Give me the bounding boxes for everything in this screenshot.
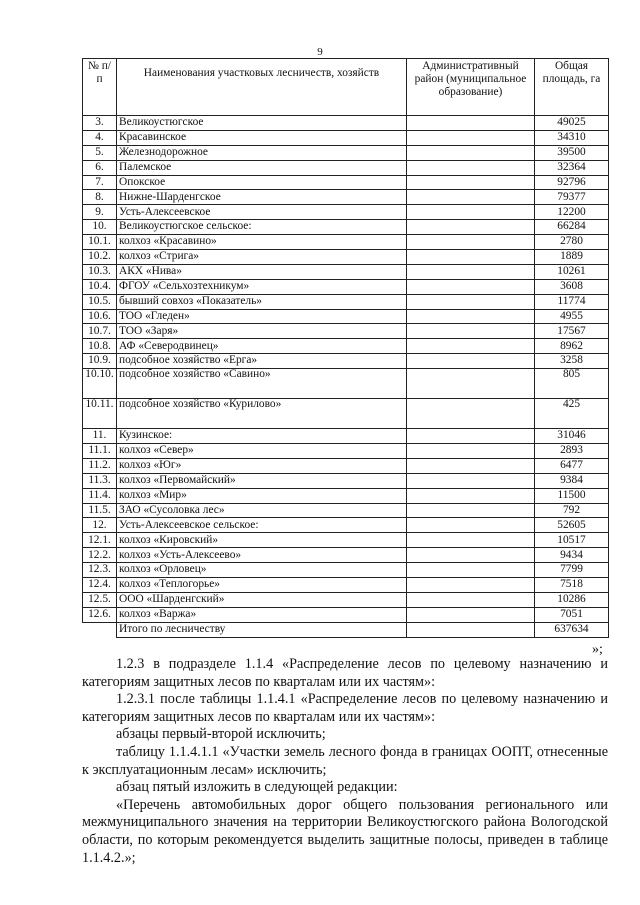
table-body <box>83 116 609 638</box>
table-row <box>83 548 609 563</box>
forest-districts-table <box>82 58 609 638</box>
table-row <box>83 563 609 578</box>
row-number: 12.2. <box>83 548 117 563</box>
row-name: Железнодорожное <box>117 145 407 160</box>
row-name: Нижне-Шарденгское <box>117 190 407 205</box>
row-number: 10.4. <box>83 279 117 294</box>
row-area: 425 <box>535 399 609 429</box>
row-name: колхоз «Юг» <box>117 458 407 473</box>
table-row <box>83 264 609 279</box>
row-district <box>407 592 535 607</box>
table-row <box>83 518 609 533</box>
table-row <box>83 279 609 294</box>
paragraph: «Перечень автомобильных дорог общего пользования регионального или межмуниципального значения на территории Великоустюгского района Вологодской области, по которым рекомендуется выделить защитные полосы, приведен в таблице 1.1.4.2.»; <box>82 796 608 866</box>
row-number: 4. <box>83 130 117 145</box>
row-name: колхоз «Варжа» <box>117 607 407 622</box>
row-name: Усть-Алексеевское <box>117 205 407 220</box>
table-row <box>83 503 609 518</box>
row-area: 10517 <box>535 533 609 548</box>
row-name: Красавинское <box>117 130 407 145</box>
row-district <box>407 175 535 190</box>
row-area: 39500 <box>535 145 609 160</box>
row-district <box>407 220 535 235</box>
row-district <box>407 488 535 503</box>
row-name: колхоз «Орловец» <box>117 563 407 578</box>
row-area: 34310 <box>535 130 609 145</box>
table-row <box>83 399 609 429</box>
table-row <box>83 339 609 354</box>
row-number: 11. <box>83 429 117 444</box>
row-area: 11774 <box>535 294 609 309</box>
row-district <box>407 473 535 488</box>
row-number: 10.7. <box>83 324 117 339</box>
paragraph: абзацы первый-второй исключить; <box>116 726 326 743</box>
table-row <box>83 578 609 593</box>
row-district <box>407 160 535 175</box>
row-district <box>407 533 535 548</box>
row-district <box>407 429 535 444</box>
row-number: 10.11. <box>83 399 117 429</box>
row-number: 10. <box>83 220 117 235</box>
paragraph: таблицу 1.1.4.1.1 «Участки земель лесного фонда в границах ООПТ, отнесенные к эксплуатационным лесам» исключить; <box>82 743 608 778</box>
row-area: 2893 <box>535 444 609 459</box>
row-district <box>407 458 535 473</box>
row-district <box>407 130 535 145</box>
row-area: 792 <box>535 503 609 518</box>
row-name: ТОО «Гледен» <box>117 309 407 324</box>
row-name: колхоз «Мир» <box>117 488 407 503</box>
row-name: колхоз «Первомайский» <box>117 473 407 488</box>
row-name: колхоз «Стрига» <box>117 250 407 265</box>
row-district <box>407 205 535 220</box>
row-district <box>407 518 535 533</box>
total-area: 637634 <box>535 622 609 637</box>
row-area: 7051 <box>535 607 609 622</box>
row-district <box>407 578 535 593</box>
row-district <box>407 116 535 131</box>
row-number: 11.1. <box>83 444 117 459</box>
table-row <box>83 220 609 235</box>
table-total-row <box>83 622 609 637</box>
table-row <box>83 444 609 459</box>
table-row <box>83 533 609 548</box>
table-row <box>83 294 609 309</box>
row-name: ЗАО «Сусоловка лес» <box>117 503 407 518</box>
row-area: 3258 <box>535 354 609 369</box>
row-number: 12.1. <box>83 533 117 548</box>
row-name: колхоз «Красавино» <box>117 235 407 250</box>
header-district: Административный район (муниципальное образование) <box>407 59 535 116</box>
row-name: колхоз «Кировский» <box>117 533 407 548</box>
row-area: 32364 <box>535 160 609 175</box>
row-district <box>407 324 535 339</box>
closing-quote-mark: »; <box>592 642 603 657</box>
row-area: 10286 <box>535 592 609 607</box>
row-district <box>407 563 535 578</box>
row-number: 5. <box>83 145 117 160</box>
row-area: 2780 <box>535 235 609 250</box>
paragraph: 1.2.3.1 после таблицы 1.1.4.1 «Распределение лесов по целевому назначению и категориям защитных лесов по кварталам или их частям»: <box>82 691 608 725</box>
header-num: № п/п <box>83 59 117 116</box>
row-name: Опокское <box>117 175 407 190</box>
table-row <box>83 324 609 339</box>
row-district <box>407 354 535 369</box>
table-row <box>83 175 609 190</box>
table-row <box>83 473 609 488</box>
row-district <box>407 548 535 563</box>
row-number: 10.2. <box>83 250 117 265</box>
table-row <box>83 369 609 399</box>
row-number: 6. <box>83 160 117 175</box>
row-name: колхоз «Усть-Алексеево» <box>117 548 407 563</box>
row-name: Кузинское: <box>117 429 407 444</box>
row-name: ТОО «Заря» <box>117 324 407 339</box>
table-row <box>83 130 609 145</box>
row-number: 10.9. <box>83 354 117 369</box>
row-number: 8. <box>83 190 117 205</box>
row-district <box>407 235 535 250</box>
row-area: 9384 <box>535 473 609 488</box>
row-area: 92796 <box>535 175 609 190</box>
row-district <box>407 309 535 324</box>
row-area: 805 <box>535 369 609 399</box>
row-number: 11.3. <box>83 473 117 488</box>
row-area: 79377 <box>535 190 609 205</box>
row-district <box>407 369 535 399</box>
row-number: 11.2. <box>83 458 117 473</box>
table-row <box>83 488 609 503</box>
row-area: 17567 <box>535 324 609 339</box>
table-row <box>83 190 609 205</box>
row-name: подсобное хозяйство «Курилово» <box>117 399 407 429</box>
row-name: ФГОУ «Сельхозтехникум» <box>117 279 407 294</box>
table-row <box>83 145 609 160</box>
table-header-row <box>83 59 609 116</box>
row-area: 66284 <box>535 220 609 235</box>
row-name: бывший совхоз «Показатель» <box>117 294 407 309</box>
row-district <box>407 250 535 265</box>
row-area: 31046 <box>535 429 609 444</box>
table-row <box>83 116 609 131</box>
row-number: 10.3. <box>83 264 117 279</box>
row-name: колхоз «Север» <box>117 444 407 459</box>
row-district <box>407 145 535 160</box>
row-number: 7. <box>83 175 117 190</box>
row-district <box>407 279 535 294</box>
row-number: 11.4. <box>83 488 117 503</box>
table-row <box>83 607 609 622</box>
row-area: 3608 <box>535 279 609 294</box>
table-row <box>83 250 609 265</box>
header-name: Наименования участковых лесничеств, хозяйств <box>117 59 407 116</box>
row-number: 10.5. <box>83 294 117 309</box>
row-name: АКХ «Нива» <box>117 264 407 279</box>
row-number: 12.6. <box>83 607 117 622</box>
row-name: Усть-Алексеевское сельское: <box>117 518 407 533</box>
paragraph: 1.2.3 в подразделе 1.1.4 «Распределение лесов по целевому назначению и категориям защитных лесов по кварталам или их частям»: <box>82 656 608 690</box>
table-row <box>83 205 609 220</box>
row-area: 10261 <box>535 264 609 279</box>
paragraph: абзац пятый изложить в следующей редакции: <box>116 779 398 796</box>
total-district-cell <box>407 622 535 637</box>
row-number: 10.6. <box>83 309 117 324</box>
row-area: 12200 <box>535 205 609 220</box>
table-row <box>83 235 609 250</box>
row-name: Великоустюгское сельское: <box>117 220 407 235</box>
table-row <box>83 458 609 473</box>
row-area: 7518 <box>535 578 609 593</box>
row-area: 49025 <box>535 116 609 131</box>
total-empty-cell <box>83 622 117 637</box>
row-number: 3. <box>83 116 117 131</box>
row-district <box>407 607 535 622</box>
row-name: колхоз «Теплогорье» <box>117 578 407 593</box>
row-district <box>407 190 535 205</box>
row-area: 6477 <box>535 458 609 473</box>
row-district <box>407 264 535 279</box>
row-district <box>407 339 535 354</box>
row-number: 11.5. <box>83 503 117 518</box>
row-name: подсобное хозяйство «Савино» <box>117 369 407 399</box>
row-area: 7799 <box>535 563 609 578</box>
table-row <box>83 309 609 324</box>
row-name: Великоустюгское <box>117 116 407 131</box>
row-name: АФ «Северодвинец» <box>117 339 407 354</box>
row-name: подсобное хозяйство «Ерга» <box>117 354 407 369</box>
row-area: 1889 <box>535 250 609 265</box>
page-number: 9 <box>317 46 323 58</box>
table-row <box>83 592 609 607</box>
row-number: 10.8. <box>83 339 117 354</box>
total-label: Итого по лесничеству <box>117 622 407 637</box>
row-number: 12.4. <box>83 578 117 593</box>
row-number: 9. <box>83 205 117 220</box>
row-area: 8962 <box>535 339 609 354</box>
header-area: Общая площадь, га <box>535 59 609 116</box>
row-area: 52605 <box>535 518 609 533</box>
amendment-text <box>82 656 608 867</box>
row-name: ООО «Шарденгский» <box>117 592 407 607</box>
row-area: 4955 <box>535 309 609 324</box>
row-district <box>407 294 535 309</box>
row-number: 12. <box>83 518 117 533</box>
row-number: 12.3. <box>83 563 117 578</box>
row-district <box>407 399 535 429</box>
table-row <box>83 354 609 369</box>
row-area: 11500 <box>535 488 609 503</box>
row-name: Палемское <box>117 160 407 175</box>
row-number: 12.5. <box>83 592 117 607</box>
row-district <box>407 444 535 459</box>
row-district <box>407 503 535 518</box>
table-row <box>83 160 609 175</box>
row-number: 10.1. <box>83 235 117 250</box>
table-row <box>83 429 609 444</box>
row-number: 10.10. <box>83 369 117 399</box>
row-area: 9434 <box>535 548 609 563</box>
